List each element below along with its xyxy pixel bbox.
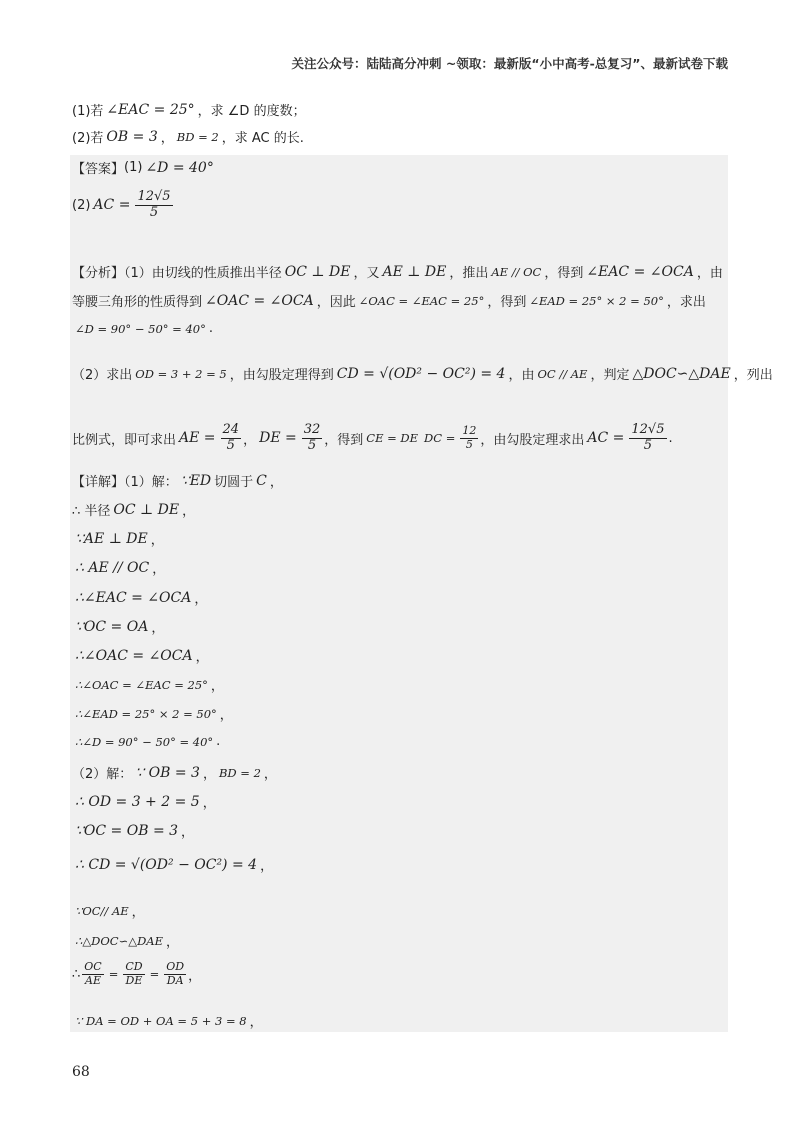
ratio-cd-de: $\frac{CD}{DE}$ (125, 960, 143, 987)
detail-line-6: ∵OC = OA ， (75, 618, 165, 636)
page-number: 68 (72, 1064, 90, 1080)
detail-line-10: ∴∠D = 90° − 50° = 40° . (75, 734, 221, 749)
detail-line-3: ∵AE ⊥ DE ， (75, 530, 164, 548)
detail-line-14: ∴ CD = √(OD² − OC²) = 4 ， (75, 856, 274, 874)
detail-line-16: ∴△DOC∽△DAE ， (75, 933, 180, 950)
detail-line-13: ∵OC = OB = 3 ， (75, 822, 195, 840)
fraction-ac: $\frac{12√5}{5}$ (631, 422, 665, 453)
fraction-dc: $\frac{12}{5}$ (462, 424, 477, 451)
question-part2: (2)若 OB = 3 ， BD = 2 ，求 AC 的长. (72, 128, 304, 146)
analysis-line-4: （2）求出 OD = 3 + 2 = 5 ，由勾股定理得到 CD = √(OD² − OC²) = 4 ，由 OC // AE ，判定 △DOC∽△DAE ，列出 (72, 365, 773, 383)
detail-line-18: ∵ DA = OD + OA = 5 + 3 = 8 ， (75, 1013, 263, 1030)
question-part1: (1)若 ∠EAC = 25° ，求 ∠D 的度数； (72, 101, 306, 119)
detail-line-11: （2）解： ∵ OB = 3 ， BD = 2 ， (72, 764, 277, 782)
detail-line-9: ∴∠EAD = 25° × 2 = 50° ， (75, 706, 233, 723)
detail-line-2: ∴ 半径 OC ⊥ DE ， (72, 501, 196, 519)
detail-line-12: ∴ OD = 3 + 2 = 5 ， (75, 793, 216, 811)
fraction-de: $\frac{32}{5}$ (303, 422, 321, 453)
ratio-oc-ae: $\frac{OC}{AE}$ (84, 960, 102, 987)
analysis-line-1: 【分析】（1）由切线的性质推出半径 OC ⊥ DE ，又 AE ⊥ DE ，推出 AE // OC ，得到 ∠EAC = ∠OCA ，由 (72, 263, 723, 281)
detail-line-4: ∴ AE // OC ， (75, 559, 166, 577)
detail-line-17: ∴ $\frac{OC}{AE}$ = $\frac{CD}{DE}$ = $\frac{OD}{DA}$ ， (72, 960, 202, 987)
ratio-od-da: $\frac{OD}{DA}$ (166, 960, 185, 987)
detail-line-8: ∴∠OAC = ∠EAC = 25° ， (75, 677, 224, 694)
detail-line-7: ∴∠OAC = ∠OCA ， (75, 647, 209, 665)
answer-fraction: $\frac{12√5}{5}$ (137, 189, 171, 220)
page-header: 关注公众号：陆陆高分冲刺 ~领取：最新版“小中高考-总复习”、最新试卷下载 (291, 56, 728, 71)
detail-line-1: 【详解】（1）解： ∵ED 切圆于 C ， (72, 472, 283, 490)
detail-line-5: ∴∠EAC = ∠OCA ， (75, 589, 208, 607)
detail-line-15: ∵OC// AE ， (75, 903, 145, 920)
answer-part1: 【答案】 (1) ∠D = 40° (72, 159, 214, 177)
analysis-line-2: 等腰三角形的性质得到 ∠OAC = ∠OCA ，因此 ∠OAC = ∠EAC = 25° ，得到 ∠EAD = 25° × 2 = 50° ，求出 (72, 292, 706, 310)
answer-part2: (2) AC = $\frac{12√5}{5}$ (72, 189, 171, 220)
fraction-ae: $\frac{24}{5}$ (222, 422, 240, 453)
analysis-line-5: 比例式，即可求出 AE = $\frac{24}{5}$ ， DE = $\frac{32}{5}$ ，得到 CE = DE DC = $\frac{12}{5}$ ，由勾股定理求出 AC = $\frac{12√5}{5}$ . (72, 422, 673, 453)
analysis-line-3: ∠D = 90° − 50° = 40° . (75, 321, 213, 336)
